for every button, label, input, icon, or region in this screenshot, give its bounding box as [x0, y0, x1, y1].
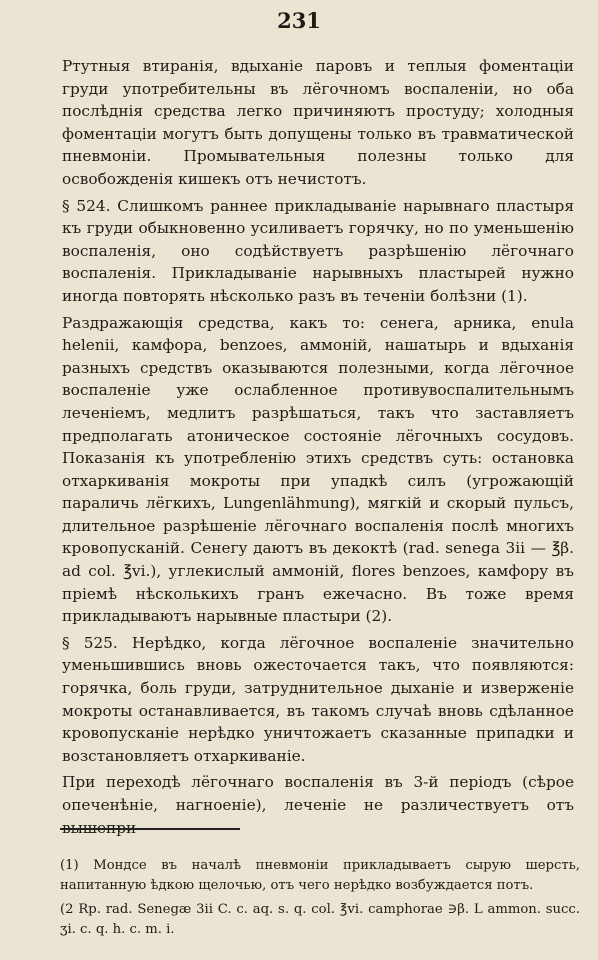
footnotes — [60, 856, 580, 944]
paragraph-treatment-note: Ртутныя втиранія, вдыханіе паровъ и теплыя фоментаціи груди употребительны въ лёгочномъ воспаленіи, но оба послѣднія средства легко причиняютъ простуду; холодныя фоментаціи могутъ быть допущены только въ травматической пневмоніи. Промывательныя полезны только для освобожденія кишекъ отъ нечистотъ. — [62, 57, 574, 188]
footnote-1: (1) Мондсе въ началѣ пневмоніи прикладываетъ сырую шерсть, напитанную ѣдкою щелочью, отъ чего нерѣдко возбуждается потъ. — [60, 858, 580, 893]
paragraph-section-525: § 525. Нерѣдко, когда лёгочное воспаленіе значительно уменьшившись вновь ожесточается такъ, что появляются: горячка, боль груди, затруднительное дыханіе и изверженіе мокроты останавливается, въ такомъ случаѣ вновь сдѣланное кровопусканіе нерѣдко уничтожаетъ сказанные припадки и возстановляетъ отхаркиваніе. — [62, 633, 574, 765]
paragraph-third-period: При переходѣ лёгочнаго воспаленія въ 3-й періодъ (сѣрое опеченѣніе, нагноеніе), леченіе не различествуетъ отъ вышепри- — [62, 773, 574, 837]
paragraph-irritant-remedies: Раздражающія средства, какъ то: сенега, арника, enula helenii, камфора, benzoes, аммоній, нашатырь и вдыханія разныхъ средствъ оказываются полезными, когда лёгочное воспаленіе уже ослабленное противувоспалительнымъ леченіемъ, медлитъ разрѣшаться, такъ что заставляетъ предполагать атоническое состояніе лёгочныхъ сосудовъ. Показанія къ употребленію этихъ средствъ суть: остановка отхаркиванія мокроты при упадкѣ силъ (угрожающій параличь лёгкихъ, Lungenlähmung), мягкій и скорый пульсъ, длительное разрѣшеніе лёгочнаго воспаленія послѣ многихъ кровопусканій. Сенегу даютъ въ декоктѣ (rad. senega 3ii — ℥β. ad col. ℥vi.), углекислый аммоній, flores benzoes, камфору въ пріемѣ нѣсколькихъ гранъ ежечасно. Въ тоже время прикладываютъ нарывные пластыри (2). — [62, 313, 574, 626]
main-text — [62, 55, 574, 839]
paragraph-section-524: § 524. Слишкомъ раннее прикладываніе нарывнаго пластыря къ груди обыкновенно усиливаетъ горячку, но по уменьшенію воспаленія, оно содѣйствуетъ разрѣшенію лёгочнаго воспаленія. Прикладываніе нарывныхъ пластырей нужно иногда повторять нѣсколько разъ въ теченіи болѣзни (1). — [62, 196, 574, 305]
footnote-divider — [60, 828, 240, 830]
footnote-2: (2 Rp. rad. Senegæ 3ii C. c. aq. s. q. col. ℥vi. camphorae ∋β. L ammon. succ. ʒi. c. q. h. c. m. i. — [60, 902, 580, 937]
page-number: 231 — [277, 8, 321, 33]
